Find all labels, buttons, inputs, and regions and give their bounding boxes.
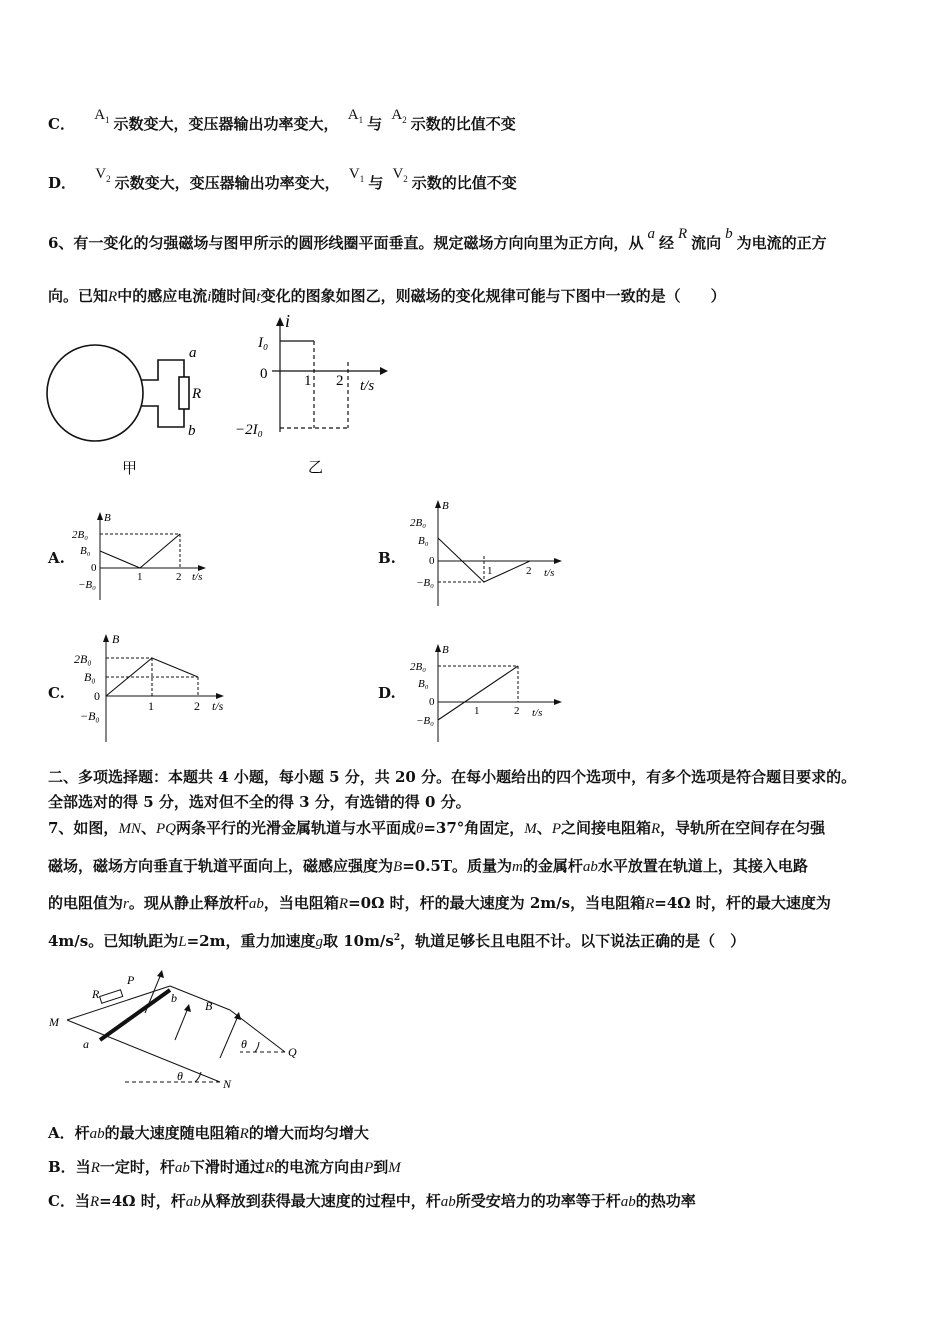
svg-text:2: 2: [336, 373, 344, 389]
svg-text:i: i: [285, 312, 291, 331]
svg-text:B₀: B₀: [418, 535, 429, 547]
svg-text:−2I₀: −2I₀: [235, 422, 263, 438]
q6-option-d-label: D.: [378, 684, 396, 702]
svg-text:B₀: B₀: [418, 678, 429, 690]
q7-figure-rails: [45, 968, 315, 1093]
svg-text:2B₀: 2B₀: [74, 652, 92, 666]
option-text: 与: [368, 174, 384, 192]
svg-text:−B₀: −B₀: [80, 709, 100, 723]
svg-text:−B₀: −B₀: [416, 715, 434, 727]
q6-option-b-label: B.: [378, 549, 396, 567]
q6-option-c-graph: [70, 630, 245, 745]
q7-stem-line4: 4m/s。已知轨距为L=2m，重力加速度g取 $10m/s^2$，轨道足够长且电阻不计。以下说法正确的是（ ）: [48, 932, 746, 950]
q6-option-a-label: A.: [48, 549, 65, 567]
q5-option-c: [48, 107, 516, 135]
svg-text:t/s: t/s: [192, 571, 203, 583]
svg-text:P: P: [127, 973, 135, 987]
ammeter-symbol: $A_2$: [391, 107, 407, 125]
svg-text:B: B: [205, 999, 213, 1013]
svg-text:2: 2: [526, 565, 532, 577]
resistor-icon: [179, 377, 189, 409]
voltmeter-symbol: $V_2$: [95, 166, 111, 184]
svg-text:1: 1: [474, 705, 480, 717]
option-text: 与: [367, 115, 383, 133]
option-text: 示数的比值不变: [411, 174, 517, 192]
section2-line1: 二、多项选择题：本题共 4 小题，每小题 5 分，共 20 分。在每小题给出的四个选项中，有多个选项是符合题目要求的。: [48, 768, 857, 786]
svg-text:0: 0: [91, 562, 97, 574]
svg-text:1: 1: [304, 373, 312, 389]
q7-option-c: C．当R=4Ω 时，杆ab从释放到获得最大速度的过程中，杆ab所受安培力的功率等于杆ab的热功率: [48, 1192, 696, 1210]
svg-text:2B₀: 2B₀: [72, 529, 89, 541]
ammeter-symbol: $A_1$: [347, 107, 364, 125]
q7-option-a: A．杆ab的最大速度随电阻箱R的增大而均匀增大: [48, 1124, 369, 1142]
svg-text:B: B: [442, 644, 449, 656]
option-text: 示数变大，变压器输出功率变大，: [113, 115, 339, 133]
svg-text:1: 1: [137, 571, 143, 583]
svg-text:1: 1: [148, 699, 154, 713]
svg-text:a: a: [83, 1037, 89, 1051]
svg-text:b: b: [188, 423, 196, 439]
svg-text:t/s: t/s: [532, 707, 543, 719]
svg-text:t/s: t/s: [360, 378, 375, 394]
svg-text:b: b: [171, 991, 177, 1005]
svg-text:B: B: [112, 632, 120, 646]
svg-text:2B₀: 2B₀: [410, 661, 427, 673]
q7-stem-line1: 7、如图，MN、PQ两条平行的光滑金属轨道与水平面成θ=37°角固定，M、P之间接电阻箱R，导轨所在空间存在匀强: [48, 819, 826, 837]
svg-text:B₀: B₀: [84, 670, 96, 684]
svg-text:B: B: [442, 500, 449, 512]
svg-text:2: 2: [176, 571, 182, 583]
svg-text:t/s: t/s: [544, 567, 555, 579]
svg-text:2B₀: 2B₀: [410, 517, 427, 529]
ammeter-symbol: $A_1$: [94, 107, 110, 125]
option-text: 示数变大，变压器输出功率变大，: [114, 174, 340, 192]
svg-text:I₀: I₀: [258, 335, 269, 351]
figure-jia-coil: [40, 335, 230, 480]
svg-text:1: 1: [487, 565, 493, 577]
q6-option-c-label: C.: [48, 684, 65, 702]
svg-text:θ: θ: [241, 1037, 247, 1051]
q7-option-b: B．当R一定时，杆ab下滑时通过R的电流方向由P到M: [48, 1158, 401, 1176]
svg-text:−B₀: −B₀: [78, 579, 96, 591]
svg-text:M: M: [49, 1015, 59, 1029]
svg-text:B: B: [104, 512, 111, 524]
svg-text:R: R: [92, 987, 100, 1001]
svg-text:N: N: [223, 1077, 232, 1091]
option-text: 示数的比值不变: [410, 115, 516, 133]
svg-text:a: a: [189, 345, 197, 361]
svg-text:0: 0: [94, 689, 100, 703]
svg-text:0: 0: [429, 696, 435, 708]
q6-stem-line2: 向。已知R中的感应电流i随时间t变化的图象如图乙，则磁场的变化规律可能与下图中一致的是（ ）: [48, 287, 726, 305]
voltmeter-symbol: $V_1$: [348, 166, 365, 184]
q6-option-a-graph: [70, 508, 250, 606]
voltmeter-symbol: $V_2$: [392, 166, 408, 184]
svg-text:t/s: t/s: [212, 699, 224, 713]
q6-stem-line1: 6、有一变化的匀强磁场与图甲所示的圆形线圈平面垂直。规定磁场方向向里为正方向，从 a 经 R 流向 b 为电流的正方: [48, 226, 827, 252]
svg-text:−B₀: −B₀: [416, 577, 434, 589]
q7-stem-line2: 磁场，磁场方向垂直于轨道平面向上，磁感应强度为B=0.5T。质量为m的金属杆ab水平放置在轨道上，其接入电路: [48, 857, 808, 875]
svg-text:甲: 甲: [122, 461, 138, 477]
svg-text:R: R: [192, 386, 202, 402]
svg-text:0: 0: [260, 366, 268, 382]
q6-option-b-graph: [408, 496, 573, 611]
svg-text:0: 0: [429, 555, 435, 567]
section2-line2: 全部选对的得 5 分，选对但不全的得 3 分，有选错的得 0 分。: [48, 793, 471, 811]
svg-text:2: 2: [514, 705, 520, 717]
q7-stem-line3: 的电阻值为r。现从静止释放杆ab，当电阻箱R=0Ω 时，杆的最大速度为 2m/s，当电阻箱R=4Ω 时，杆的最大速度为: [48, 894, 831, 912]
svg-text:乙: 乙: [308, 460, 324, 476]
q5-option-d: [48, 166, 517, 194]
svg-text:θ: θ: [177, 1069, 183, 1083]
q6-option-d-graph: [408, 640, 573, 745]
figure-yi-current-graph: [230, 312, 410, 480]
resistor-icon: [100, 990, 123, 1003]
option-label: C．: [48, 115, 75, 133]
svg-text:2: 2: [194, 699, 200, 713]
option-label: D．: [48, 174, 77, 192]
svg-text:Q: Q: [288, 1045, 297, 1059]
svg-text:B₀: B₀: [80, 545, 91, 557]
